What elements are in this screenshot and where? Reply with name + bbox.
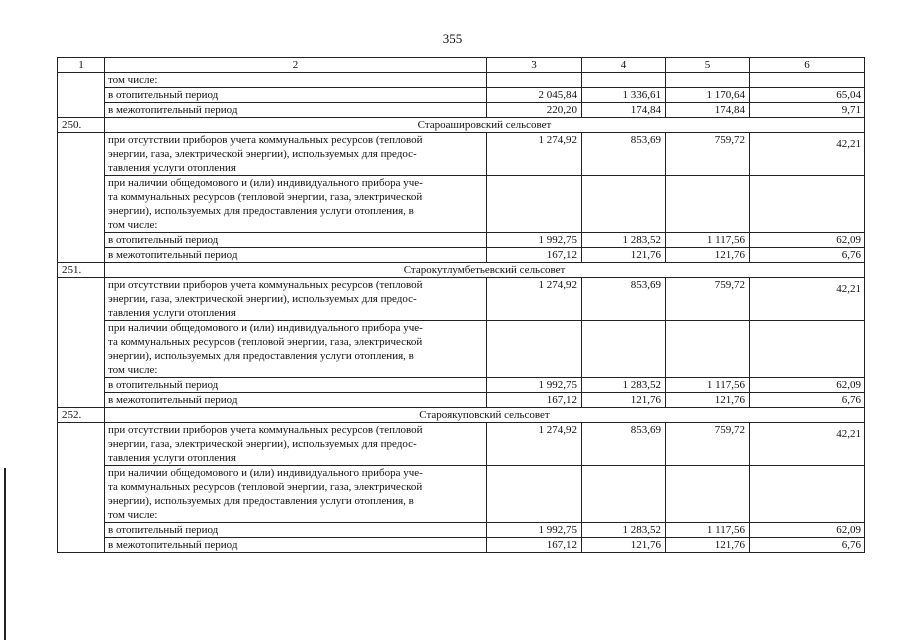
section-title: Староякуповский сельсовет	[105, 408, 865, 423]
description-line: энергии), используемых для предоставления услуги отопления, в	[108, 205, 414, 217]
value-col5: 759,72	[666, 133, 750, 176]
value-col4: 853,69	[582, 423, 666, 466]
value-col6: 6,76	[750, 538, 865, 553]
table-row	[58, 538, 865, 553]
value-col5: 1 170,64	[666, 88, 750, 103]
section-row	[58, 408, 865, 423]
value-col3: 167,12	[487, 248, 582, 263]
description-line: том числе:	[108, 219, 158, 231]
table-row	[58, 103, 865, 118]
value-col3: 167,12	[487, 538, 582, 553]
description-line: энергии), используемых для предоставления услуги отопления, в	[108, 350, 414, 362]
description-cell	[105, 321, 487, 378]
page-number: 355	[442, 31, 463, 46]
description-line: том числе:	[108, 364, 158, 376]
value-col3: 1 992,75	[487, 523, 582, 538]
description-line: та коммунальных ресурсов (тепловой энергии, газа, электрической	[108, 191, 423, 203]
description-cell	[105, 423, 487, 466]
table-row	[58, 523, 865, 538]
description-line: та коммунальных ресурсов (тепловой энергии, газа, электрической	[108, 336, 423, 348]
index-cell	[58, 423, 105, 553]
table-row	[58, 321, 865, 378]
description-line: при отсутствии приборов учета коммунальных ресурсов (тепловой	[108, 134, 423, 146]
section-index: 250.	[58, 118, 105, 133]
period-label: в межотопительный период	[105, 103, 487, 118]
value-col4: 853,69	[582, 278, 666, 321]
table-row	[58, 176, 865, 233]
empty-cell	[750, 321, 865, 378]
value-col4: 174,84	[582, 103, 666, 118]
table-row	[58, 378, 865, 393]
value-col6: 62,09	[750, 378, 865, 393]
table-header-row	[58, 58, 865, 73]
index-cell	[58, 133, 105, 263]
description-cell	[105, 466, 487, 523]
period-label: в межотопительный период	[105, 538, 487, 553]
value-col6: 62,09	[750, 233, 865, 248]
tariff-table	[57, 57, 865, 553]
table-row	[58, 133, 865, 176]
value-col5: 759,72	[666, 423, 750, 466]
value-col6: 42,21	[750, 133, 865, 176]
value-col4: 853,69	[582, 133, 666, 176]
table-row	[58, 248, 865, 263]
empty-cell	[582, 176, 666, 233]
table-row	[58, 73, 865, 88]
description-line: тавления услуги отопления	[108, 162, 236, 174]
value-col5: 1 117,56	[666, 378, 750, 393]
header-cell: 4	[582, 58, 666, 73]
value-col6: 65,04	[750, 88, 865, 103]
period-label: в межотопительный период	[105, 248, 487, 263]
scan-edge-line	[4, 468, 6, 640]
value-col4: 1 283,52	[582, 523, 666, 538]
value-col3: 1 992,75	[487, 378, 582, 393]
value-col6: 6,76	[750, 393, 865, 408]
description-line: та коммунальных ресурсов (тепловой энергии, газа, электрической	[108, 481, 423, 493]
value-col5: 1 117,56	[666, 233, 750, 248]
value-col3: 220,20	[487, 103, 582, 118]
value-col3: 1 992,75	[487, 233, 582, 248]
value-col5: 174,84	[666, 103, 750, 118]
description-cell: том числе:	[105, 73, 487, 88]
value-col6: 6,76	[750, 248, 865, 263]
description-cell	[105, 133, 487, 176]
description-line: тавления услуги отопления	[108, 307, 236, 319]
table-row	[58, 393, 865, 408]
description-line: энергии), используемых для предоставления услуги отопления, в	[108, 495, 414, 507]
description-cell	[105, 278, 487, 321]
header-cell: 5	[666, 58, 750, 73]
description-line: при наличии общедомового и (или) индивидуального прибора уче-	[108, 467, 423, 479]
description-line: тавления услуги отопления	[108, 452, 236, 464]
value-col3: 1 274,92	[487, 278, 582, 321]
value-col4: 1 283,52	[582, 233, 666, 248]
value-col5: 121,76	[666, 393, 750, 408]
value-col4: 1 336,61	[582, 88, 666, 103]
table-row	[58, 423, 865, 466]
period-label: в межотопительный период	[105, 393, 487, 408]
period-label: в отопительный период	[105, 523, 487, 538]
description-cell	[105, 176, 487, 233]
table-row	[58, 466, 865, 523]
value-col5: 759,72	[666, 278, 750, 321]
value-col4: 121,76	[582, 538, 666, 553]
table-row	[58, 278, 865, 321]
period-label: в отопительный период	[105, 378, 487, 393]
section-index: 252.	[58, 408, 105, 423]
table-row	[58, 88, 865, 103]
value-col6: 9,71	[750, 103, 865, 118]
empty-cell	[666, 466, 750, 523]
index-cell	[58, 73, 105, 118]
header-cell: 6	[750, 58, 865, 73]
description-line: том числе:	[108, 509, 158, 521]
value-col3: 2 045,84	[487, 88, 582, 103]
value-col5: 121,76	[666, 538, 750, 553]
empty-cell	[582, 466, 666, 523]
section-title: Староашировский сельсовет	[105, 118, 865, 133]
empty-cell	[750, 466, 865, 523]
description-line: при наличии общедомового и (или) индивидуального прибора уче-	[108, 322, 423, 334]
period-label: в отопительный период	[105, 88, 487, 103]
value-col5: 1 117,56	[666, 523, 750, 538]
value-col6: 62,09	[750, 523, 865, 538]
section-index: 251.	[58, 263, 105, 278]
description-line: при наличии общедомового и (или) индивидуального прибора уче-	[108, 177, 423, 189]
table-row	[58, 233, 865, 248]
section-title: Старокутлумбетьевский сельсовет	[105, 263, 865, 278]
value-col4: 1 283,52	[582, 378, 666, 393]
empty-cell	[750, 176, 865, 233]
description-line: энергии, газа, электрической энергии), используемых для предос-	[108, 293, 417, 305]
empty-cell	[666, 321, 750, 378]
period-label: в отопительный период	[105, 233, 487, 248]
value-col5: 121,76	[666, 248, 750, 263]
description-line: при отсутствии приборов учета коммунальных ресурсов (тепловой	[108, 279, 423, 291]
value-col3: 1 274,92	[487, 423, 582, 466]
header-cell: 3	[487, 58, 582, 73]
empty-cell	[487, 466, 582, 523]
empty-cell	[487, 176, 582, 233]
empty-cell	[666, 176, 750, 233]
value-col3: 1 274,92	[487, 133, 582, 176]
value-col4: 121,76	[582, 393, 666, 408]
header-cell: 1	[58, 58, 105, 73]
description-line: энергии, газа, электрической энергии), используемых для предос-	[108, 148, 417, 160]
section-row	[58, 118, 865, 133]
empty-cell	[487, 321, 582, 378]
value-col6: 42,21	[750, 278, 865, 321]
value-col4: 121,76	[582, 248, 666, 263]
description-line: при отсутствии приборов учета коммунальных ресурсов (тепловой	[108, 424, 423, 436]
value-col6: 42,21	[750, 423, 865, 466]
empty-cell	[582, 321, 666, 378]
header-cell: 2	[105, 58, 487, 73]
index-cell	[58, 278, 105, 408]
value-col3: 167,12	[487, 393, 582, 408]
description-line: энергии, газа, электрической энергии), используемых для предос-	[108, 438, 417, 450]
section-row	[58, 263, 865, 278]
